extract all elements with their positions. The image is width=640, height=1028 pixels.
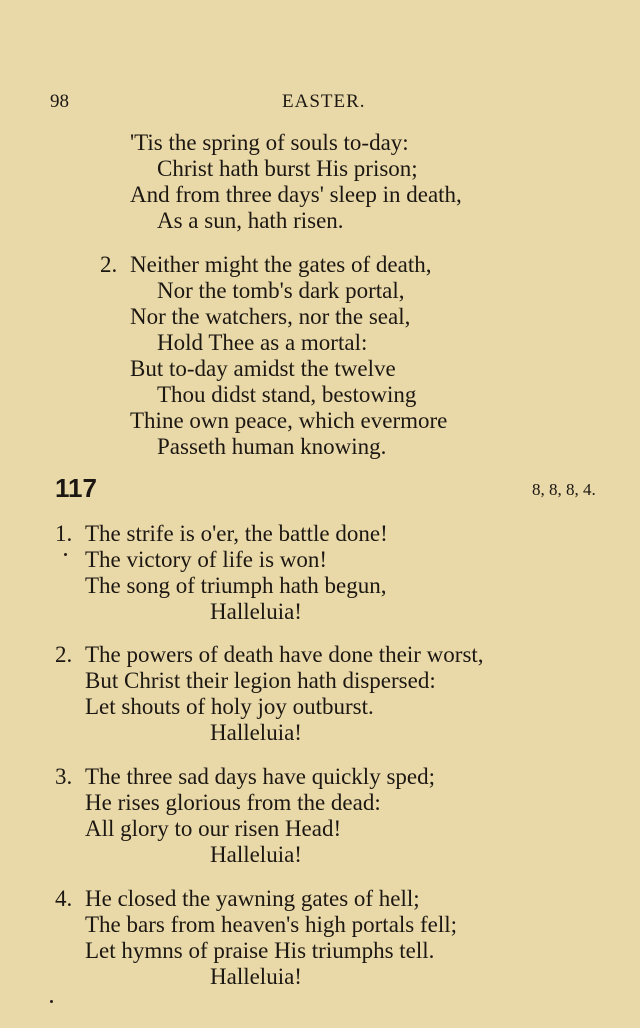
verse-line: The bars from heaven's high portals fell; (85, 912, 458, 937)
stanza-number: 2. (100, 252, 118, 277)
verse-line: Thou didst stand, bestowing (157, 382, 417, 407)
verse-line: The strife is o'er, the battle done! (85, 521, 388, 546)
verse-line: But Christ their legion hath dispersed: (85, 668, 436, 693)
page-number: 98 (50, 91, 69, 112)
verse-line: Passeth human knowing. (157, 434, 387, 459)
print-speck (64, 553, 67, 556)
verse-line: Let hymns of praise His triumphs tell. (85, 938, 435, 963)
print-speck (50, 1000, 53, 1003)
verse-line: The victory of life is won! (85, 547, 328, 572)
refrain-line: Halleluia! (210, 599, 302, 624)
verse-line: The powers of death have done their worst, (85, 642, 484, 667)
verse-line: All glory to our risen Head! (85, 816, 342, 841)
verse-line: The three sad days have quickly sped; (85, 764, 435, 789)
verse-line: He rises glorious from the dead: (85, 790, 381, 815)
verse-line: Nor the tomb's dark portal, (157, 278, 405, 303)
refrain-line: Halleluia! (210, 842, 302, 867)
refrain-line: Halleluia! (210, 964, 302, 989)
stanza-number: 3. (55, 764, 73, 789)
verse-line: The song of triumph hath begun, (85, 573, 387, 598)
verse-line: But to-day amidst the twelve (130, 356, 396, 381)
verse-line: Let shouts of holy joy outburst. (85, 694, 374, 719)
verse-line: Neither might the gates of death, (130, 252, 432, 277)
stanza-number: 4. (55, 886, 73, 911)
verse-line: Thine own peace, which evermore (130, 408, 448, 433)
verse-line: He closed the yawning gates of hell; (85, 886, 420, 911)
verse-line: As a sun, hath risen. (157, 208, 344, 233)
verse-line: Nor the watchers, nor the seal, (130, 304, 411, 329)
refrain-line: Halleluia! (210, 720, 302, 745)
verse-line: Christ hath burst His prison; (157, 156, 418, 181)
verse-line: 'Tis the spring of souls to-day: (130, 130, 409, 155)
verse-line: And from three days' sleep in death, (130, 182, 462, 207)
hymn-number: 117 (55, 473, 97, 503)
stanza-number: 2. (55, 642, 73, 667)
section-title: EASTER. (282, 91, 366, 112)
stanza-number: 1. (55, 521, 73, 546)
verse-line: Hold Thee as a mortal: (157, 330, 368, 355)
hymn-meter: 8, 8, 8, 4. (532, 480, 596, 499)
